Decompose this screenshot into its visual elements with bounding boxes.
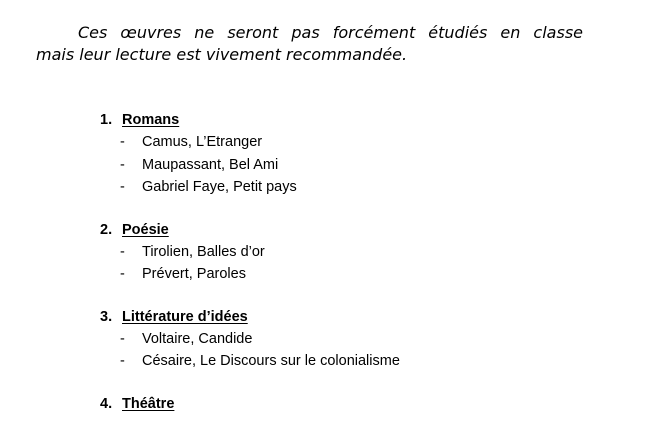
book-title: Camus, L’Etranger — [142, 134, 263, 150]
bullet-dash: - — [120, 330, 125, 347]
list-item — [100, 350, 400, 373]
book-title: Maupassant, Bel Ami — [142, 156, 279, 173]
list-item — [100, 328, 400, 351]
book-title: Tirolien, Balles d’or — [142, 243, 265, 260]
section-heading — [100, 109, 400, 131]
list-item — [100, 176, 400, 199]
intro-paragraph — [36, 22, 583, 66]
intro-line-2: mais leur lecture est vivement recommandée. — [36, 45, 408, 64]
bullet-dash: - — [120, 353, 125, 369]
bullet-dash: - — [120, 266, 125, 282]
bullet-dash: - — [120, 134, 125, 150]
book-title: Voltaire, Candide — [142, 330, 253, 347]
section-heading — [100, 219, 400, 241]
list-item — [100, 131, 400, 154]
book-title: Césaire, Le Discours sur le colonialisme — [142, 353, 400, 369]
list-item — [100, 241, 400, 264]
reading-list — [100, 109, 400, 435]
section-title: Romans — [122, 112, 180, 128]
section-title: Poésie — [122, 221, 169, 238]
section-heading — [100, 306, 400, 328]
list-item — [100, 263, 400, 286]
section-number: 4. — [100, 395, 113, 412]
book-list — [100, 131, 400, 199]
section-litterature-idees — [100, 306, 400, 373]
book-title: Gabriel Faye, Petit pays — [142, 179, 297, 195]
list-item — [100, 154, 400, 177]
section-title: Théâtre — [122, 395, 175, 412]
section-number: 2. — [100, 221, 113, 238]
bullet-dash: - — [120, 243, 125, 260]
book-title: Prévert, Paroles — [142, 266, 246, 282]
bullet-dash: - — [120, 179, 125, 195]
bullet-dash: - — [120, 156, 125, 173]
section-number: 3. — [100, 308, 113, 325]
section-romans — [100, 109, 400, 199]
section-poesie — [100, 219, 400, 286]
book-list — [100, 241, 400, 286]
intro-line-1: Ces œuvres ne seront pas forcément étudiés en classe — [78, 23, 583, 42]
section-heading — [100, 393, 400, 415]
section-number: 1. — [100, 112, 113, 128]
section-title: Littérature d’idées — [122, 308, 248, 325]
section-theatre — [100, 393, 400, 415]
book-list — [100, 328, 400, 373]
